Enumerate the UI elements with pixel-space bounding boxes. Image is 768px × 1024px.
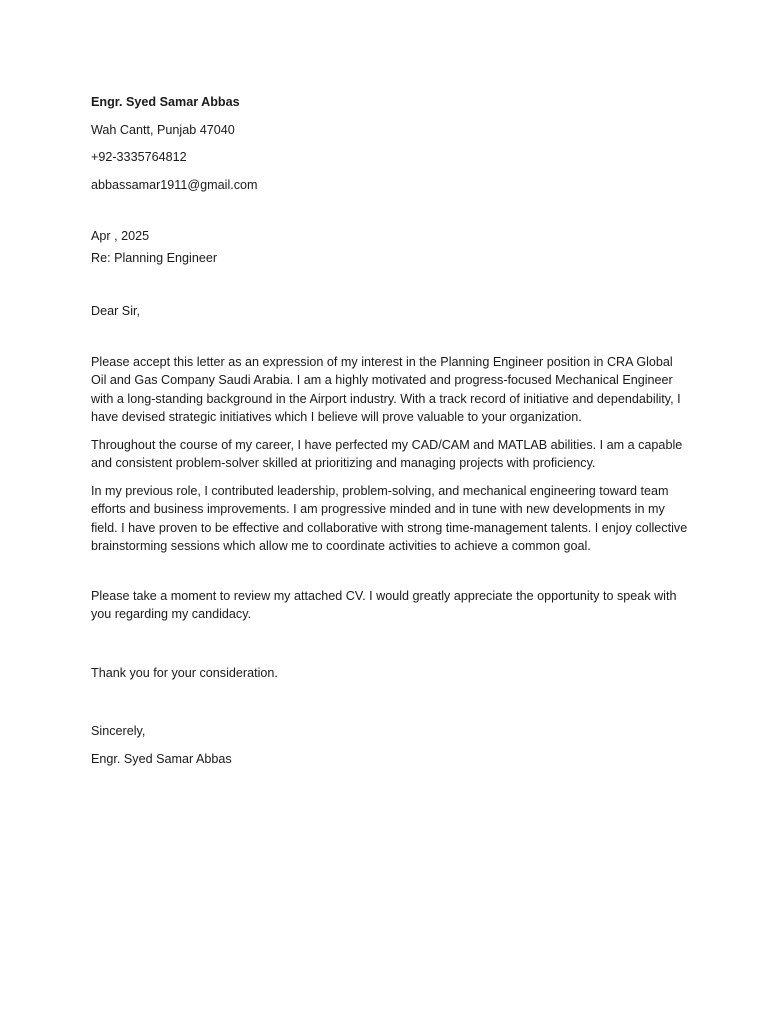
sender-email: abbassamar1911@gmail.com — [91, 177, 258, 192]
letter-date: Apr , 2025 — [91, 229, 150, 243]
sender-phone: +92-3335764812 — [91, 150, 187, 164]
sender-address: Wah Cantt, Punjab 47040 — [91, 122, 235, 137]
thanks-line: Thank you for your consideration. — [91, 665, 278, 680]
letter-subject: Re: Planning Engineer — [91, 250, 218, 265]
body-paragraph-2: Throughout the course of my career, I have perfected my CAD/CAM and MATLAB abilities. I am a capable and consistent problem-solver skilled at prioritizing and managing projects with proficiency. — [91, 437, 683, 470]
closing-line: Sincerely, — [91, 724, 146, 738]
sender-name: Engr. Syed Samar Abbas — [91, 95, 240, 109]
signature-name: Engr. Syed Samar Abbas — [91, 751, 232, 766]
body-paragraph-3: In my previous role, I contributed leadership, problem-solving, and mechanical engineering toward team efforts and business improvements. I am progressive minded and in tune with new developments in my field. I have proven to be effective and collaborative with strong time-management talents. I enjoy collective brainstorming sessions which allow me to coordinate activities to achieve a common goal. — [91, 483, 688, 553]
body-paragraph-4: Please take a moment to review my attached CV. I would greatly appreciate the opportunity to speak with you regarding my candidacy. — [91, 588, 677, 621]
body-paragraph-1: Please accept this letter as an expression of my interest in the Planning Engineer position in CRA Global Oil and Gas Company Saudi Arabia. I am a highly motivated and progress-focused Mechanical Engineer with a long-standing background in the Airport industry. With a track record of initiative and dependability, I have devised strategic initiatives which I believe will prove valuable to your organization. — [91, 354, 681, 424]
letter-body — [91, 93, 691, 768]
salutation: Dear Sir, — [91, 304, 140, 318]
